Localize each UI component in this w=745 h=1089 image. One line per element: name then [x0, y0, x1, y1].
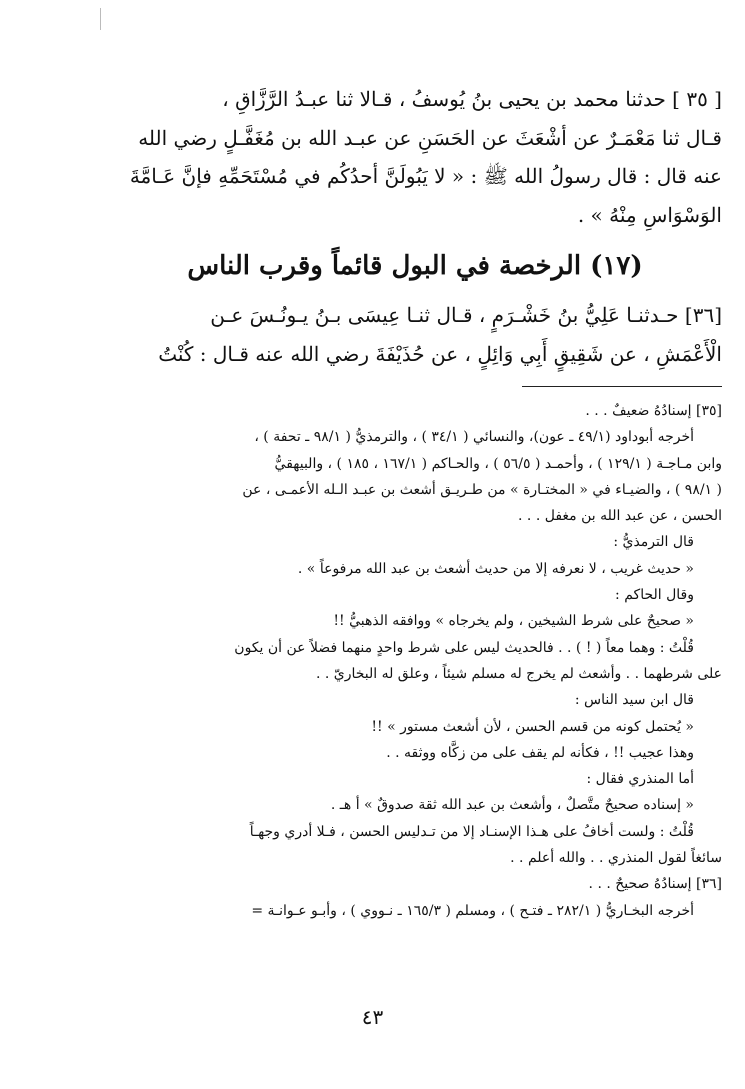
footnote-line: الحسن ، عن عبد الله بن مغفل . . . — [518, 508, 722, 525]
text-line: [٣٦] حـدثنـا عَلِيُّ بنُ خَشْـرَمٍ ، قـال ثنـا عِيسَى بـنُ يـونُـسَ عـن — [210, 303, 722, 327]
footnote-line: [٣٦] إسنادُهُ صحيحٌ . . . — [588, 876, 722, 893]
footnote-line: قال الترمذيُّ : — [613, 534, 694, 551]
footnote-line: قال ابن سيد الناس : — [574, 692, 694, 709]
text-line: قـال ثنا مَعْمَـرٌ عن أشْعَثَ عن الحَسَنِ عن عبـد الله بن مُغَفَّـلٍ رضي الله — [138, 125, 722, 150]
text-line: [ ٣٥ ] حدثنا محمد بن يحيى بنُ يُوسفُ ، قـالا ثنا عبـدُ الرَّزَّاقِ ، — [222, 87, 722, 111]
footnote-line: على شرطهما . . وأشعث لم يخرج له مسلم شيئاً ، وعلق له البخاريّ . . — [315, 665, 722, 682]
chapter-heading: (١٧) الرخصة في البول قائماً وقرب الناس — [187, 251, 643, 281]
hadith-35 — [108, 80, 722, 234]
margin-mark — [100, 8, 101, 30]
footnote-line: أما المنذري فقال : — [586, 771, 694, 788]
footnote-line: أخرجه أبوداود (٤٩/١ ـ عون)، والنسائي ( ٣٤/١ ) ، والترمذيُّ ( ٩٨/١ ـ تحفة ) ، — [254, 429, 694, 446]
footnote-line: وابن مـاجـة ( ١٢٩/١ ) ، وأحمـد ( ٥٦/٥ ) ، والحـاكم ( ١٦٧/١ ، ١٨٥ ) ، والبيهقيُّ — [274, 455, 722, 472]
footnote-line: « حديث غريب ، لا نعرفه إلا من حديث أشعث بن عبد الله مرفوعاً » . — [297, 560, 694, 577]
footnote-line: سائغاً لقول المنذري . . والله أعلم . . — [510, 850, 722, 867]
footnote-line: ( ٩٨/١ ) ، والضيـاء في « المختـارة » من طـريـق أشعث بن عبـد الـله الأعمـى ، عن — [242, 481, 722, 498]
footnote-line: قُلْتُ : ولست أخافُ على هـذا الإسنـاد إلا من تـدليس الحسن ، فـلا أدري وجهـاً — [249, 823, 694, 840]
text-line: عنه قال : قال رسولُ الله ﷺ : « لا يَبُولَنَّ أحدُكُم في مُسْتَحَمِّهِ فإنَّ عَـامَّةَ — [129, 164, 722, 188]
footnote-separator — [522, 386, 722, 387]
hadith-36 — [108, 296, 722, 373]
footnote-line: [٣٥] إسنادُهُ ضعيفٌ . . . — [585, 403, 722, 419]
footnote-line: « إسناده صحيحٌ متَّصلٌ ، وأشعث بن عبد الله ثقة صدوقٌ » أ هـ . — [330, 797, 694, 814]
text-line: الوَسْوَاسِ مِنْهُ » . — [577, 202, 722, 227]
footnote-line: « صحيحٌ على شرط الشيخين ، ولم يخرجاه » ووافقه الذهبيُّ !! — [333, 613, 694, 630]
footnote-line: قُلْتُ : وهما معاً ( ! ) . . فالحديث ليس على شرط واحدٍ منهما فضلاً عن أن يكون — [234, 639, 694, 656]
footnotes — [108, 398, 722, 924]
footnote-line: أخرجه البخـاريُّ ( ٢٨٢/١ ـ فتـح ) ، ومسلم ( ١٦٥/٣ ـ نـووي ) ، وأبـو عـوانـة = — [251, 902, 694, 919]
footnote-line: وهذا عجيب !! ، فكأنه لم يقف على من زكَّاه ووثقه . . — [386, 744, 694, 761]
page-number: ٤٣ — [361, 1005, 384, 1029]
footnote-line: « يُحتمل كونه من قسم الحسن ، لأن أشعث مستور » !! — [371, 718, 694, 735]
footnote-line: وقال الحاكم : — [615, 587, 694, 604]
text-line: الْأَعْمَشِ ، عن شَقِيقٍ أَبِي وَائِلٍ ، عن حُذَيْفَةَ رضي الله عنه قـال : كُنْتُ — [158, 341, 722, 366]
